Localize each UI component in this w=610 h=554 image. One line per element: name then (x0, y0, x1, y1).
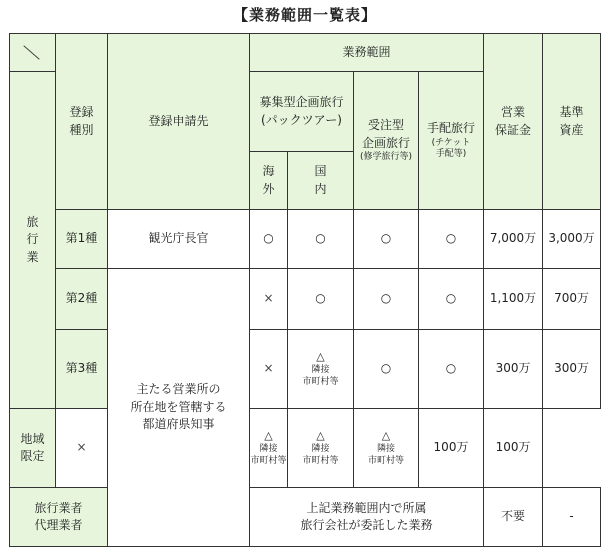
triangle-mark: △ (381, 429, 391, 443)
header-overseas: 海 外 (250, 152, 288, 210)
header-registration-type: 登録 種別 (56, 34, 108, 210)
assets-cell: 100万 (484, 409, 543, 488)
assets-cell: 3,000万 (543, 210, 601, 269)
overseas-cell: × (250, 330, 288, 409)
arranged-travel-label: 手配旅行 (427, 121, 476, 136)
agent-scope: 上記業務範囲内で所属 旅行会社が委託した業務 (250, 488, 484, 547)
header-registration-authority: 登録申請先 (108, 34, 250, 210)
arranged-cell: ○ (419, 210, 484, 269)
table-row (10, 269, 601, 330)
business-scope-table (9, 33, 601, 547)
guarantee-cell: 100万 (419, 409, 484, 488)
assets-cell: 700万 (543, 269, 601, 330)
domestic-cell (250, 409, 288, 488)
agent-label: 旅行業者 代理業者 (10, 488, 108, 547)
triangle-mark: △ (264, 429, 273, 443)
header-planned-travel: 募集型企画旅行 (パックツアー) (250, 72, 354, 152)
row-type: 地域 限定 (10, 409, 56, 488)
overseas-cell: × (250, 269, 288, 330)
agent-guarantee: 不要 (484, 488, 543, 547)
ordered-travel-label: 受注型 企画旅行 (361, 118, 410, 150)
assets-cell: 300万 (543, 330, 601, 409)
header-business-guarantee: 営業 保証金 (484, 34, 543, 210)
row-type: 第3種 (56, 330, 108, 409)
corner-cell (10, 34, 56, 72)
triangle-mark: △ (316, 350, 325, 364)
ordered-cell: ○ (354, 269, 419, 330)
table-row (10, 210, 601, 269)
arranged-travel-note: (チケット 手配等) (431, 137, 471, 160)
row-type: 第1種 (56, 210, 108, 269)
table-row (10, 488, 601, 547)
header-base-assets: 基準 資産 (543, 34, 601, 210)
overseas-cell: ○ (250, 210, 288, 269)
table-row (10, 409, 601, 488)
page-title: 【業務範囲一覧表】 (232, 6, 377, 24)
row-authority: 観光庁長官 (108, 210, 250, 269)
guarantee-cell: 7,000万 (484, 210, 543, 269)
domestic-cell (288, 330, 354, 409)
prefecture-authority: 主たる営業所の 所在地を管轄する 都道府県知事 (108, 269, 250, 547)
guarantee-cell: 1,100万 (484, 269, 543, 330)
header-domestic: 国 内 (288, 152, 354, 210)
header-arranged-travel (419, 72, 484, 210)
domestic-note: 隣接 市町村等 (250, 444, 287, 466)
arranged-note: 隣接 市町村等 (367, 444, 404, 466)
header-ordered-travel (354, 72, 419, 210)
triangle-mark: △ (316, 429, 325, 443)
diagonal-slash-icon (10, 34, 55, 71)
agent-assets: - (543, 488, 601, 547)
header-business-scope: 業務範囲 (250, 34, 484, 72)
overseas-cell: × (56, 409, 108, 488)
row-type: 第2種 (56, 269, 108, 330)
ordered-cell: ○ (354, 210, 419, 269)
arranged-cell: ○ (419, 269, 484, 330)
ordered-cell: ○ (354, 330, 419, 409)
guarantee-cell: 300万 (484, 330, 543, 409)
ordered-travel-note: (修学旅行等) (359, 152, 413, 163)
arranged-cell (354, 409, 419, 488)
travel-agency-label: 旅 行 業 (10, 72, 56, 409)
ordered-cell (288, 409, 354, 488)
arranged-cell: ○ (419, 330, 484, 409)
ordered-note: 隣接 市町村等 (302, 444, 339, 466)
domestic-cell: ○ (288, 210, 354, 269)
table-row (10, 330, 601, 409)
domestic-cell: ○ (288, 269, 354, 330)
domestic-note: 隣接 市町村等 (302, 365, 339, 387)
